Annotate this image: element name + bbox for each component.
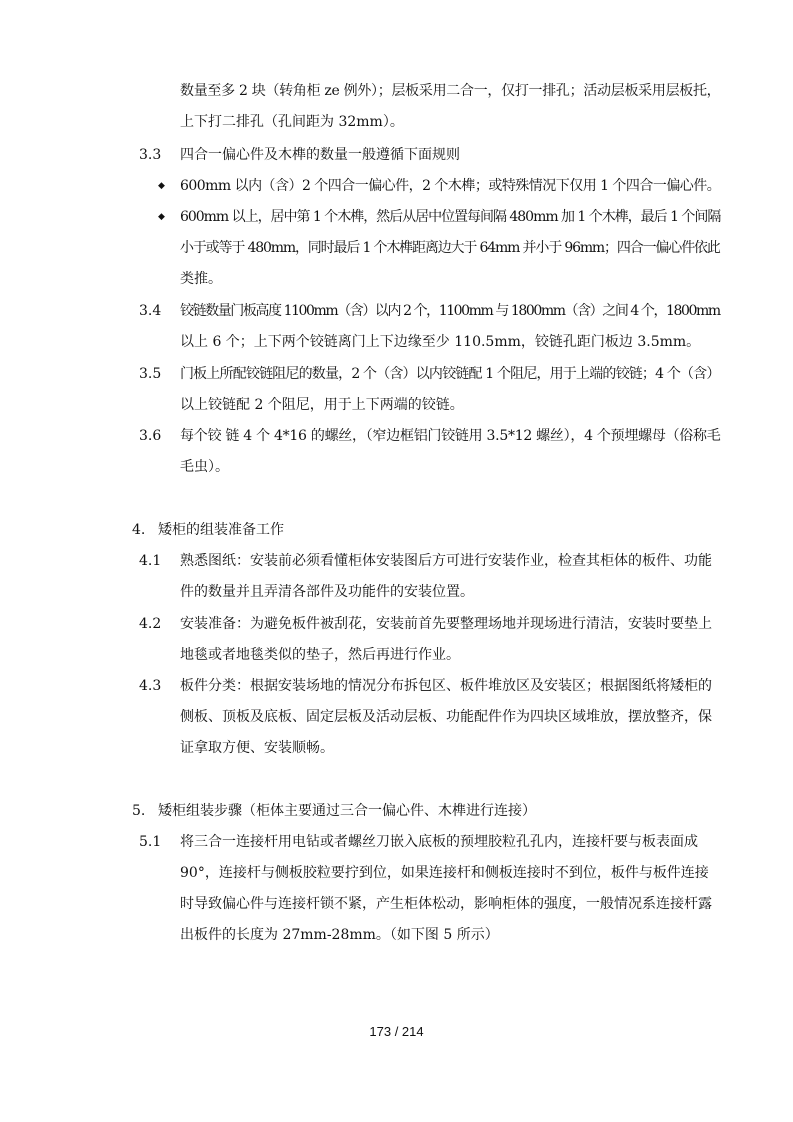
section-4-number: 4. [132,522,146,538]
section-4-1-line-1: 熟悉图纸：安装前必须看懂柜体安装图后方可进行安装作业，检查其柜体的板件、功能 [180,553,712,569]
section-4-title: 矮柜的组装准备工作 [158,522,284,538]
intro-line-1: 数量至多 2 块（转角柜 ze 例外）；层板采用二合一，仅打一排孔；活动层板采用层板托， [180,83,721,99]
section-3-3-bullet-2-line-2: 小于或等于 480mm，同时最后 1 个木榫距离边大于 64mm 并小于 96mm；四合一偏心件依此 [180,240,720,256]
diamond-bullet-icon: ◆ [158,212,165,222]
section-3-6-line-1: 每个铰 链 4 个 4*16 的螺丝，（窄边框铝门铰链用 3.5*12 螺丝），4 个预埋螺母（俗称毛 [180,428,721,444]
section-5-title: 矮柜组装步骤（柜体主要通过三合一偏心件、木榫进行连接） [158,803,536,819]
section-3-3-bullet-2-line-3: 类推。 [180,271,222,287]
section-4-3-line-3: 证拿取方便、安装顺畅。 [180,740,334,756]
section-3-3-number: 3.3 [139,147,162,163]
intro-line-2: 上下打二排孔（孔间距为 32mm）。 [180,114,404,130]
diamond-bullet-icon: ◆ [158,181,165,191]
section-5-1-line-4: 出板件的长度为 27mm-28mm。（如下图 5 所示） [180,927,499,943]
section-3-3-title: 四合一偏心件及木榫的数量一般遵循下面规则 [180,147,460,163]
section-3-3-bullet-2-line-1: 600mm 以上，居中第 1 个木榫，然后从居中位置每间隔 480mm 加 1 个木榫，最后 1 个间隔 [180,209,721,225]
section-3-6-number: 3.6 [139,428,162,444]
section-5-1-line-1: 将三合一连接杆用电钻或者螺丝刀嵌入底板的预埋胶粒孔孔内，连接杆要与板表面成 [180,834,698,850]
section-3-5-line-2: 以上铰链配 2 个阻尼，用于上下两端的铰链。 [180,397,464,413]
section-4-3-line-2: 侧板、顶板及底板、固定层板及活动层板、功能配件作为四块区域堆放，摆放整齐，保 [180,709,712,725]
section-4-3-line-1: 板件分类：根据安装场地的情况分布拆包区、板件堆放区及安装区；根据图纸将矮柜的 [180,678,712,694]
section-5-1-line-2: 90°，连接杆与侧板胶粒要拧到位，如果连接杆和侧板连接时不到位，板件与板件连接 [180,865,709,881]
page-number: 173 / 214 [369,1024,424,1039]
section-4-1-number: 4.1 [139,553,162,569]
section-3-4-line-1: 铰链数量门板高度 1100mm（含）以内 2 个，1100mm 与 1800mm（含）之间 4 个，1800mm [180,303,720,319]
section-4-2-number: 4.2 [139,616,162,632]
section-4-2-line-2: 地毯或者地毯类似的垫子，然后再进行作业。 [180,647,460,663]
section-3-3-bullet-1: 600mm 以内（含）2 个四合一偏心件，2 个木榫；或特殊情况下仅用 1 个四合一偏心件。 [180,178,721,194]
section-3-6-line-2: 毛虫）。 [180,459,229,475]
section-4-1-line-2: 件的数量并且弄清各部件及功能件的安装位置。 [180,584,474,600]
section-3-5-number: 3.5 [139,366,162,382]
section-3-4-number: 3.4 [139,303,162,319]
section-5-1-line-3: 时导致偏心件与连接杆锁不紧，产生柜体松动，影响柜体的强度，一般情况系连接杆露 [180,896,712,912]
section-3-5-line-1: 门板上所配铰链阻尼的数量，2 个（含）以内铰链配 1 个阻尼，用于上端的铰链；4 个（含） [180,366,720,382]
section-5-number: 5. [132,803,146,819]
section-4-3-number: 4.3 [139,678,162,694]
section-3-4-line-2: 以上 6 个；上下两个铰链离门上下边缘至少 110.5mm，铰链孔距门板边 3.5mm。 [180,334,701,350]
section-5-1-number: 5.1 [139,834,162,850]
section-4-2-line-1: 安装准备：为避免板件被刮花，安装前首先要整理场地并现场进行清洁，安装时要垫上 [180,616,712,632]
